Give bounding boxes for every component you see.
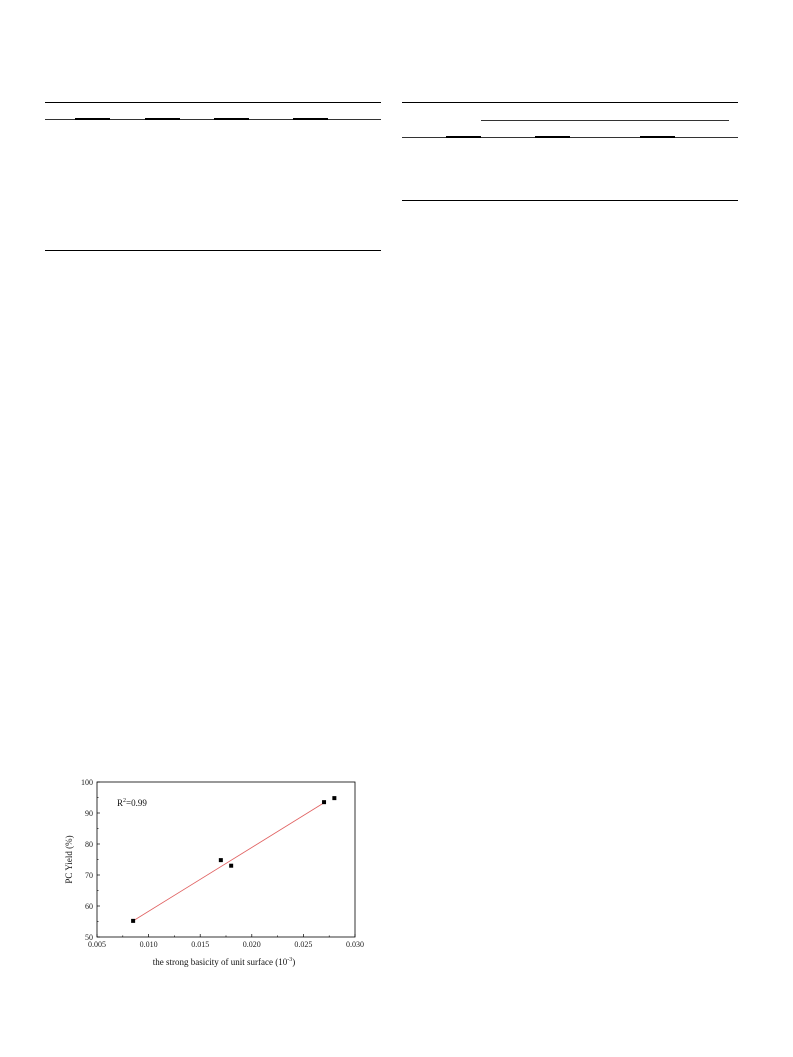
y-tick-label: 60	[85, 902, 93, 911]
fit-line	[133, 803, 324, 921]
data-point	[219, 858, 223, 862]
table-2-group-rule-3	[640, 136, 675, 138]
table-2-spanner-rule	[481, 120, 729, 121]
r-squared-annotation	[117, 798, 147, 808]
x-tick-label: 0.030	[346, 940, 364, 949]
x-axis-label-sup: -3	[287, 957, 293, 963]
table-2-group-rule-1	[446, 136, 481, 138]
data-point	[322, 800, 326, 804]
table-1-group-rule-4	[293, 118, 328, 120]
y-axis-label: PC Yield (%)	[64, 835, 74, 884]
annotation-sup: 2	[123, 798, 127, 804]
figure-scatter-plot	[60, 770, 380, 980]
x-tick-label: 0.025	[294, 940, 313, 949]
table-2-group-rule-2	[535, 136, 570, 138]
y-tick-label: 70	[85, 871, 93, 880]
x-tick-label: 0.020	[242, 940, 261, 949]
table-1-group-rule-3	[214, 118, 249, 120]
table-1-group-rule-2	[145, 118, 180, 120]
data-point	[229, 864, 233, 868]
table-1-group-rule-1	[75, 118, 110, 120]
data-point	[332, 796, 336, 800]
table-1-top-rule	[45, 102, 381, 103]
y-tick-label: 50	[85, 933, 93, 942]
x-tick-label: 0.010	[139, 940, 158, 949]
x-tick-label: 0.005	[88, 940, 106, 949]
y-tick-label: 80	[85, 840, 93, 849]
x-axis-label-tail: )	[292, 957, 296, 967]
x-axis-label-main: the strong basicity of unit surface (10	[152, 957, 288, 967]
annotation-main: R	[117, 798, 124, 808]
chart-svg	[60, 770, 380, 980]
table-2-top-rule	[402, 102, 738, 103]
y-tick-label: 90	[85, 809, 93, 818]
annotation-tail: =0.99	[126, 798, 147, 808]
x-axis-label	[153, 957, 295, 967]
table-1-bottom-rule	[45, 250, 381, 251]
table-2-bottom-rule	[402, 200, 738, 201]
y-tick-label: 100	[81, 778, 93, 787]
x-tick-label: 0.015	[191, 940, 210, 949]
data-point	[131, 919, 135, 923]
